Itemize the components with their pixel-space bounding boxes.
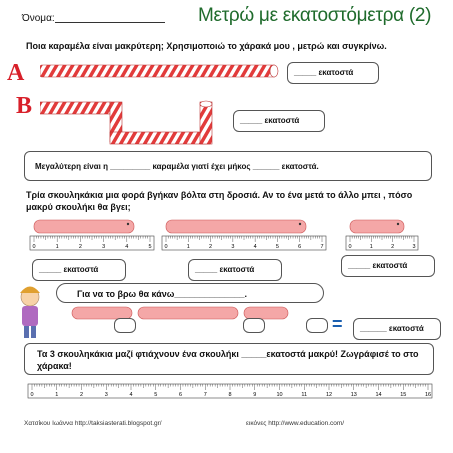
ruler-3-tick-label: 3 (412, 244, 416, 250)
comparison-sentence[interactable]: Μεγαλύτερη είναι η _________ καραμέλα γιατί έχει μήκος ______ εκατοστά. (24, 151, 432, 181)
speech-bubble[interactable]: Για να το βρω θα κάνω______________. (56, 283, 324, 303)
big-ruler (28, 384, 432, 398)
operator-box-2[interactable] (243, 318, 265, 333)
ruler-3-tick-label: 1 (369, 244, 373, 250)
candy-a-label: A (7, 60, 25, 86)
ruler-1-tick-label: 2 (78, 244, 82, 250)
equals-sign: = (332, 314, 343, 334)
sum-answer-box[interactable]: ______ εκατοστά (353, 318, 441, 340)
ruler-2-tick-label: 4 (253, 244, 257, 250)
big-ruler-tick-label: 0 (30, 392, 34, 398)
ruler-2-tick-label: 6 (298, 244, 302, 250)
ruler-2 (162, 236, 326, 250)
big-ruler-tick-label: 13 (350, 392, 357, 398)
ruler-2-tick-label: 3 (231, 244, 235, 250)
ruler-2-tick-label: 1 (186, 244, 190, 250)
ruler-1-tick-label: 3 (102, 244, 106, 250)
footer-credits: εικόνες http://www.education.com/ (246, 420, 345, 427)
big-ruler-tick-label: 1 (55, 392, 59, 398)
ruler-1-tick-label: 1 (55, 244, 59, 250)
big-ruler-tick-label: 6 (178, 392, 183, 398)
worm-2-answer-box[interactable]: _____ εκατοστά (188, 259, 282, 281)
big-ruler-tick-label: 12 (325, 392, 333, 398)
question-candies: Ποια καραμέλα είναι μακρύτερη; Χρησιμοποιώ το χάρακά μου , μετρώ και συγκρίνω. (26, 41, 387, 51)
big-ruler-tick-label: 5 (154, 392, 158, 398)
big-ruler-tick-label: 8 (228, 392, 232, 398)
big-ruler-tick-label: 4 (129, 392, 133, 398)
big-ruler-tick-label: 16 (424, 392, 432, 398)
candy-b-label: B (16, 93, 33, 119)
ruler-3-tick-label: 2 (391, 244, 395, 250)
girl-illustration (20, 287, 40, 339)
ruler-3 (346, 236, 418, 250)
final-sentence[interactable]: Τα 3 σκουληκάκια μαζί φτιάχνουν ένα σκουλήκι _____εκατοστά μακρύ! Ζωγράφισέ το στο χάρακα! (24, 343, 434, 375)
operator-box-1[interactable] (114, 318, 136, 333)
big-ruler-tick-label: 15 (400, 392, 407, 398)
worm-3-image (350, 220, 404, 233)
candy-a-answer-box[interactable]: _____ εκατοστά (287, 62, 379, 84)
ruler-2-tick-label: 2 (209, 244, 213, 250)
worm-1-image (34, 220, 134, 233)
ruler-3-tick-label: 0 (348, 244, 352, 250)
candy-b-answer-box[interactable]: _____ εκατοστά (233, 110, 325, 132)
footer-author: Χατσίκου Ιωάννα http://taksiasterati.blogspot.gr/ (24, 420, 162, 427)
ruler-1-tick-label: 5 (148, 244, 152, 250)
ruler-2-tick-label: 5 (275, 244, 279, 250)
big-ruler-tick-label: 7 (203, 392, 207, 398)
big-ruler-tick-label: 10 (276, 392, 283, 398)
ruler-1-tick-label: 4 (125, 244, 129, 250)
worm-2-image (166, 220, 306, 233)
page-title: Μετρώ με εκατοστόμετρα (2) (198, 5, 432, 26)
big-ruler-tick-label: 3 (104, 392, 108, 398)
ruler-2-tick-label: 7 (320, 244, 324, 250)
ruler-1 (30, 236, 154, 250)
big-ruler-tick-label: 14 (375, 392, 382, 398)
ruler-1-tick-label: 0 (32, 244, 36, 250)
question-worms: Τρία σκουληκάκια μια φορά βγήκαν βόλτα στη δροσιά. Αν το ένα μετά το άλλο μπει , πόσο μακρύ σκουλήκι θα βγει; (26, 190, 413, 212)
operator-box-3[interactable] (306, 318, 328, 333)
big-ruler-tick-label: 11 (301, 392, 308, 398)
big-ruler-tick-label: 9 (253, 392, 257, 398)
worm-3-answer-box[interactable]: _____ εκατοστά (341, 255, 435, 277)
worm-1-answer-box[interactable]: _____ εκατοστά (32, 259, 126, 281)
ruler-2-tick-label: 0 (164, 244, 168, 250)
name-label: Όνομα: (22, 13, 55, 24)
big-ruler-tick-label: 2 (79, 392, 84, 398)
